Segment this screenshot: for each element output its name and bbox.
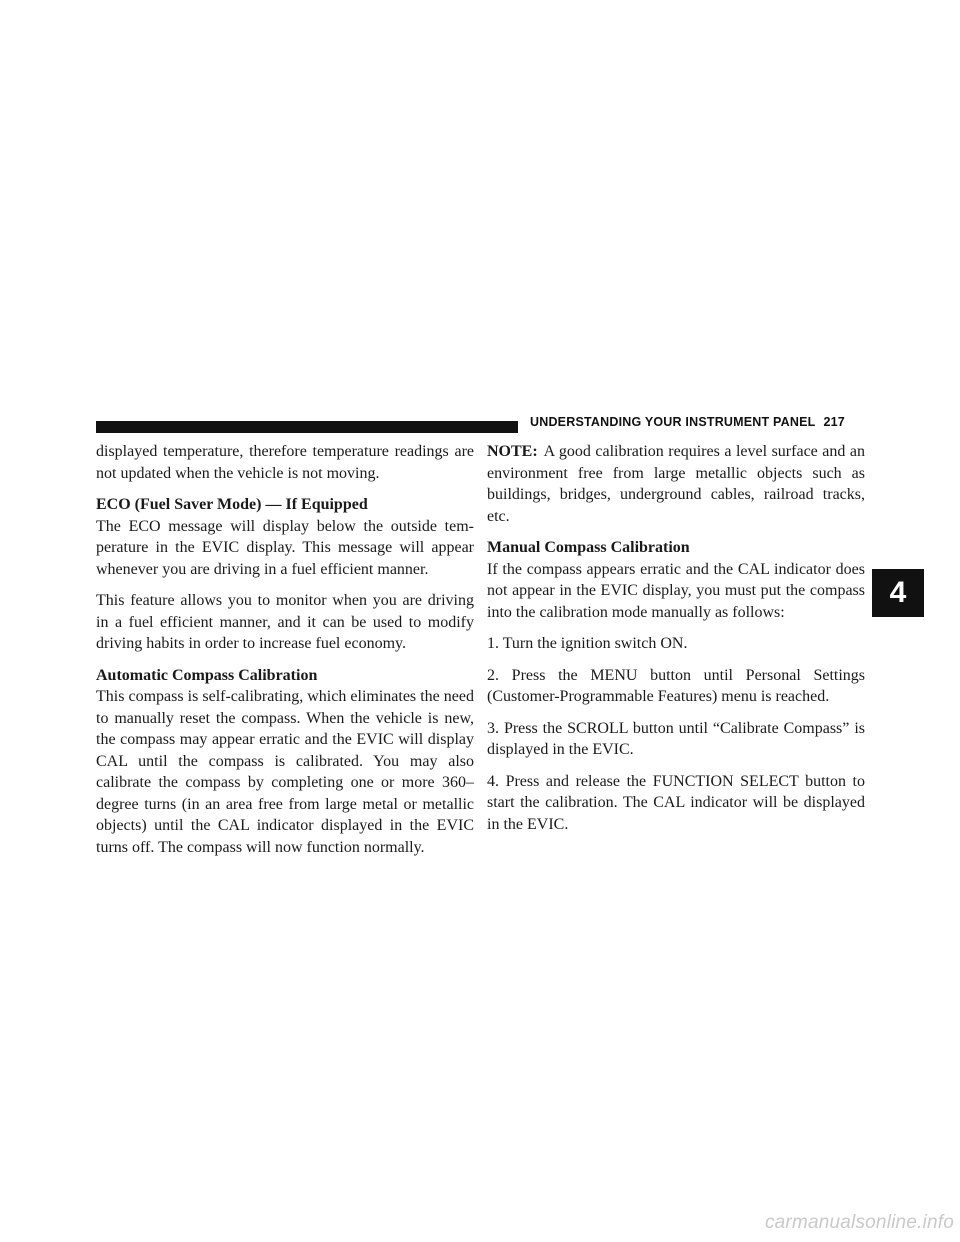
note-text: A good calibration requires a level surface and an environment free from large metallic objects such as buildings, bridges, underground cables, railroad tracks, etc. [487,443,865,525]
note-label: NOTE: [487,443,538,460]
step-3: 3. Press the SCROLL button until “Calibrate Compass” is displayed in the EVIC. [487,719,865,758]
watermark: carmanualsonline.info [764,1212,954,1233]
eco-paragraph-1: The ECO message will display below the outside tem-perature in the EVIC display. This message will appear whenever you are driving in a fuel efficient manner. [96,517,474,578]
manual-calibration-paragraph: If the compass appears erratic and the CAL indicator does not appear in the EVIC display, you must put the compass into the calibration mode manually as follows: [487,560,865,621]
step-2: 2. Press the MENU button until Personal Settings (Customer-Programmable Features) menu is reached. [487,666,865,705]
right-column [487,441,865,845]
page-number: 217 [823,415,845,429]
eco-heading: ECO (Fuel Saver Mode) — If Equipped [96,496,368,513]
auto-calibration-paragraph: This compass is self-calibrating, which eliminates the need to manually reset the compass. When the vehicle is new, the compass may appear erratic and the EVIC will display CAL until the compass is calibrated. You may also calibrate the compass by completing one or more 360–degree turns (in an area free from large metal or metallic objects) until the CAL indicator displayed in the EVIC turns off. The compass will now function normally. [96,688,474,856]
auto-calibration-heading: Automatic Compass Calibration [96,666,318,684]
step-1: 1. Turn the ignition switch ON. [487,635,688,652]
manual-calibration-heading: Manual Compass Calibration [487,539,690,556]
note-paragraph [487,441,865,527]
eco-paragraph-2: This feature allows you to monitor when you are driving in a fuel efficient manner, and it can be used to modify driving habits in order to increase fuel economy. [96,592,474,652]
left-column [96,441,474,868]
header-rule-bar [96,421,518,433]
step-4: 4. Press and release the FUNCTION SELECT button to start the calibration. The CAL indicator will be displayed in the EVIC. [487,772,865,833]
chapter-tab: 4 [872,569,924,617]
intro-paragraph: displayed temperature, therefore temperature readings are not updated when the vehicle is not moving. [96,443,474,482]
section-title: UNDERSTANDING YOUR INSTRUMENT PANEL [530,415,816,429]
running-header [530,415,870,429]
